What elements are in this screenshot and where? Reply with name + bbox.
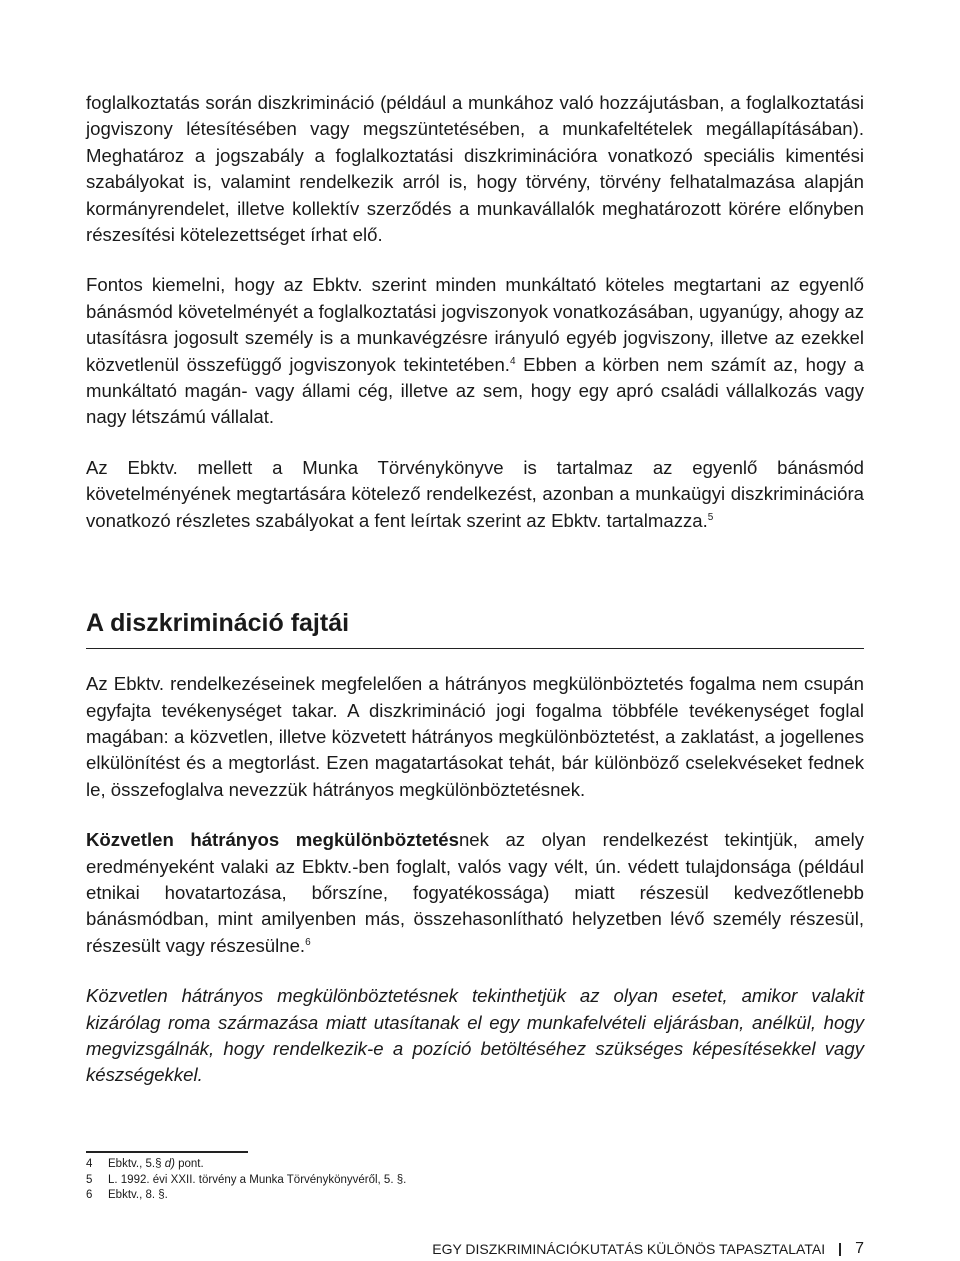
page-number: 7 (855, 1240, 864, 1257)
paragraph-1-text: foglalkoztatás során diszkrimináció (például a munkához való hozzájutásban, a foglalkoztatási jogviszony létesítésében vagy megszüntetésében, a munkafeltételek megállapításában). Meghatároz a jogszabály a foglalkoztatási diszkriminációra vonatkozó speciális kimentési szabályokat is, valamint rendelkezik arról is, hogy törvény, törvény felhatalmazása alapján kormányrendelet, illetve kollektív szerződés a munkavállalók meghatározott körére előnyben részesítési kötelezettséget írhat elő. (86, 92, 864, 246)
paragraph-2 (86, 272, 864, 430)
footnote-6 (86, 1188, 406, 1204)
footnote-divider (86, 1151, 248, 1153)
paragraph-1 (86, 90, 864, 248)
running-title: EGY DISZKRIMINÁCIÓKUTATÁS KÜLÖNÖS TAPASZTALATAI (432, 1241, 826, 1257)
footnote-ref-5[interactable]: 5 (707, 511, 714, 523)
footnote-number: 5 (86, 1173, 93, 1186)
page-body (86, 90, 864, 1089)
footnote-text-part: pont. (174, 1158, 204, 1170)
footnote-text (108, 1157, 204, 1173)
paragraph-5-text: nek az olyan rendelkezést tekintjük, amely eredményeként valaki az Ebktv.-ben foglalt, valós vagy vélt, ún. védett tulajdonsága (például etnikai hovatartozása, bőrszíne, fogyatékossága) miatt részesül kedvezőtlenebb bánásmódban, mint amilyenben más, összehasonlítható helyzetben lévő személy részesül, részesült vagy részesülne. (86, 829, 865, 956)
paragraph-5 (86, 827, 864, 959)
section-heading: A diszkrimináció fajtái (86, 608, 864, 649)
footnote-ref-6[interactable]: 6 (305, 936, 311, 948)
footnote-number: 6 (86, 1189, 93, 1201)
footnote-5 (86, 1173, 406, 1189)
footnotes (86, 1157, 406, 1204)
footnote-text-part: Ebktv., 5.§ (108, 1158, 165, 1170)
footer-separator (839, 1243, 841, 1256)
footnote-text-italic: d) (164, 1158, 175, 1170)
paragraph-2-text-rest: Ebben a körben nem számít az, hogy a munkáltató magán- vagy állami cég, illetve az sem, hogy egy apró családi vállalkozás vagy nagy létszámú vállalat. (86, 353, 864, 428)
footnote-4 (86, 1157, 406, 1173)
paragraph-3 (86, 455, 864, 534)
paragraph-4-text: Az Ebktv. rendelkezéseinek megfelelően a hátrányos megkülönböztetés fogalma nem csupán egyfajta tevékenységet takar. A diszkrimináció jogi fogalma többféle tevékenységet foglal magában: a közvetlen, illetve közvetett hátrányos megkülönböztetést, a zaklatást, a jogellenes elkülönítést és a megtorlást. Ezen magatartásokat tehát, bár különböző cselekvéseket fednek le, összefoglalva nevezzük hátrányos megkülönböztetésnek. (86, 673, 864, 800)
footnote-text: L. 1992. évi XXII. törvény a Munka Törvénykönyvéről, 5. §. (108, 1173, 407, 1186)
paragraph-4 (86, 671, 864, 803)
example-text: Közvetlen hátrányos megkülönböztetésnek tekinthetjük az olyan esetet, amikor valakit kizárólag roma származása miatt utasítanak el egy munkafelvételi eljárásban, anélkül, hogy megvizsgálnák, hogy rendelkezik-e a pozíció betöltéséhez szükséges képesítésekkel vagy készségekkel. (86, 985, 864, 1086)
example-paragraph (86, 983, 864, 1089)
footnote-ref-4[interactable]: 4 (509, 355, 516, 367)
spacer (86, 534, 864, 608)
page-footer (432, 1240, 864, 1258)
footnote-number: 4 (86, 1158, 93, 1170)
footnote-text: Ebktv., 8. §. (108, 1189, 168, 1201)
paragraph-2-text: Fontos kiemelni, hogy az Ebktv. szerint minden munkáltató köteles megtartani az egyenlő bánásmód követelményét a foglalkoztatási jogviszonyok vonatkozásában, ugyanúgy, ahogy az utasításra jogosult személy is a munkavégzésre irányuló egyéb jogviszony, illetve az ezekkel közvetlenül összefüggő jogviszonyok tekintetében. (86, 274, 864, 375)
paragraph-3-text: Az Ebktv. mellett a Munka Törvénykönyve is tartalmaz az egyenlő bánásmód követelményének megtartására kötelező rendelkezést, azonban a munkaügyi diszkriminációra vonatkozó részletes szabályokat a fent leírtak szerint az Ebktv. tartalmazza. (86, 456, 864, 531)
term-direct-discrimination: Közvetlen hátrányos megkülönböztetés (86, 829, 459, 851)
